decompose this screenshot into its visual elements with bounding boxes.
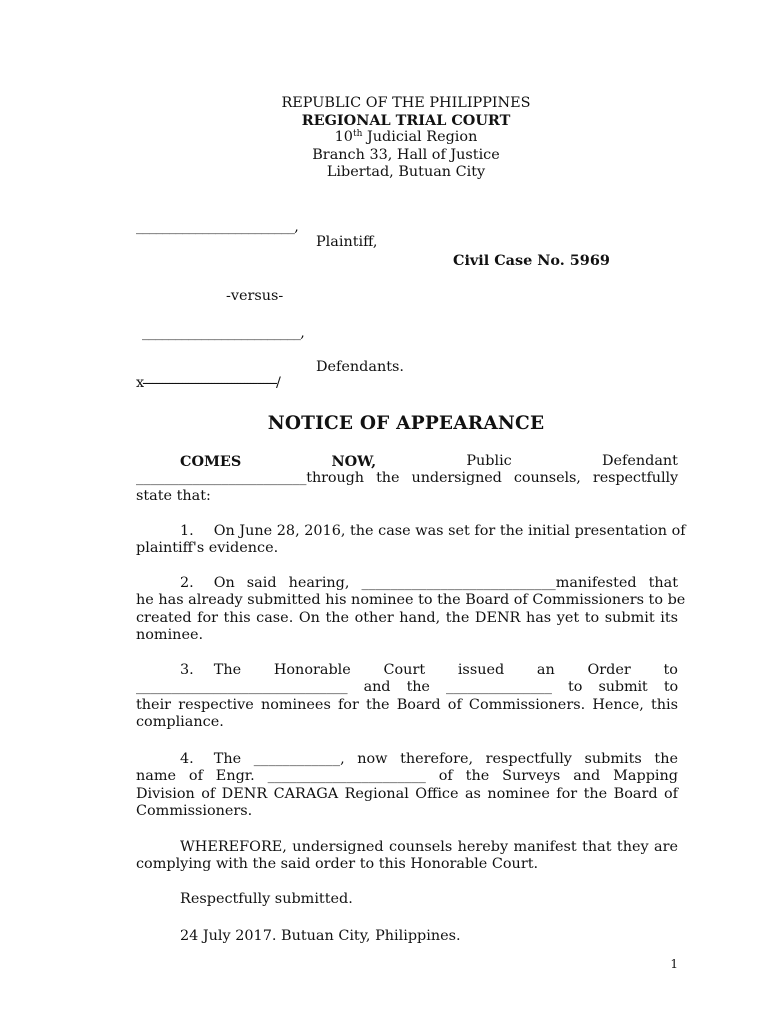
- paragraph-2-line-4: nominee.: [136, 627, 204, 644]
- judicial-region: [0, 129, 768, 148]
- paragraph-2-text: On said hearing, ___________________________manifested that: [213, 575, 678, 591]
- paragraph-2-line-3: created for this case. On the other hand, the DENR has yet to submit its: [136, 609, 678, 626]
- paragraph-3-word: Order: [587, 662, 631, 678]
- paragraph-3-line-1: [136, 662, 678, 679]
- paragraph-4-line-4: Commissioners.: [136, 803, 253, 820]
- paragraph-1-text: On June 28, 2016, the case was set for the initial presentation of: [213, 523, 686, 539]
- intro-line-2: ________________________through the undersigned counsels, respectfully: [136, 470, 678, 487]
- paragraph-4-line-2: name of Engr. ______________________ of the Surveys and Mapping: [136, 768, 678, 785]
- paragraph-3-number: [180, 662, 241, 679]
- plaintiff-blank: ________________________,: [136, 219, 299, 235]
- paragraph-1-number: 1.: [180, 523, 194, 539]
- paragraph-2-line-1: [136, 575, 678, 592]
- region-number: 10: [334, 129, 353, 145]
- paragraph-3-line-4: compliance.: [136, 714, 224, 731]
- paragraph-2-line-2: he has already submitted his nominee to the Board of Commissioners to be: [136, 592, 686, 609]
- intro-word: NOW,: [331, 453, 377, 470]
- versus-label: -versus-: [226, 288, 284, 304]
- intro-line-1: [136, 453, 678, 470]
- plaintiff-label: Plaintiff,: [316, 234, 378, 250]
- paragraph-3-word: issued: [457, 662, 505, 678]
- case-number: Civil Case No. 5969: [453, 252, 610, 269]
- paragraph-2: [136, 575, 686, 645]
- paragraph-4-line-3: Division of DENR CARAGA Regional Office as nominee for the Board of: [136, 785, 678, 802]
- paragraph-3-number-text: 3.: [180, 662, 194, 678]
- date-and-place: 24 July 2017. Butuan City, Philippines.: [180, 928, 461, 944]
- page-number: 1: [670, 957, 678, 971]
- paragraph-3-word: to: [663, 662, 678, 678]
- paragraph-3-line-2: ______________________________ and the _______________ to submit to: [136, 679, 678, 696]
- paragraph-1-line-2: plaintiff's evidence.: [136, 540, 279, 557]
- paragraph-1-line-1: [136, 523, 686, 540]
- paragraph-3-word: Honorable: [273, 662, 351, 678]
- republic-heading: REPUBLIC OF THE PHILIPPINES: [281, 95, 531, 111]
- court-heading: REGIONAL TRIAL COURT: [301, 112, 511, 129]
- intro-paragraph: [136, 453, 678, 505]
- intro-word: COMES: [180, 453, 242, 470]
- paragraph-3-word: The: [213, 662, 242, 678]
- caption-closing-line: x-----------------------------------------/: [136, 375, 280, 391]
- paragraph-1: [136, 523, 686, 558]
- wherefore-text: WHEREFORE, undersigned counsels hereby manifest that they are: [180, 839, 678, 855]
- paragraph-4-line-1: [136, 751, 678, 768]
- paragraph-2-number: 2.: [180, 575, 194, 591]
- paragraph-3-line-3: their respective nominees for the Board of Commissioners. Hence, this: [136, 696, 678, 713]
- intro-line-3: state that:: [136, 487, 211, 504]
- paragraph-3-word: an: [536, 662, 555, 678]
- intro-word: Public: [466, 453, 512, 469]
- document-title: NOTICE OF APPEARANCE: [267, 413, 545, 434]
- region-superscript: th: [352, 129, 363, 139]
- city-line: Libertad, Butuan City: [326, 164, 486, 180]
- branch-line: Branch 33, Hall of Justice: [312, 147, 500, 163]
- wherefore-paragraph: [136, 839, 678, 874]
- respectfully-submitted: Respectfully submitted.: [180, 891, 353, 907]
- paragraph-3: [136, 662, 678, 732]
- paragraph-3-word: Court: [383, 662, 426, 678]
- defendant-blank: ________________________,: [142, 325, 305, 341]
- wherefore-line-1: [136, 839, 678, 856]
- wherefore-line-2: complying with the said order to this Honorable Court.: [136, 856, 539, 873]
- paragraph-4-number: 4.: [180, 751, 194, 767]
- region-text: Judicial Region: [362, 129, 478, 145]
- paragraph-4-text: The ____________, now therefore, respectfully submits the: [213, 751, 678, 767]
- paragraph-4: [136, 751, 678, 821]
- intro-word: Defendant: [601, 453, 678, 469]
- defendant-label: Defendants.: [316, 359, 404, 375]
